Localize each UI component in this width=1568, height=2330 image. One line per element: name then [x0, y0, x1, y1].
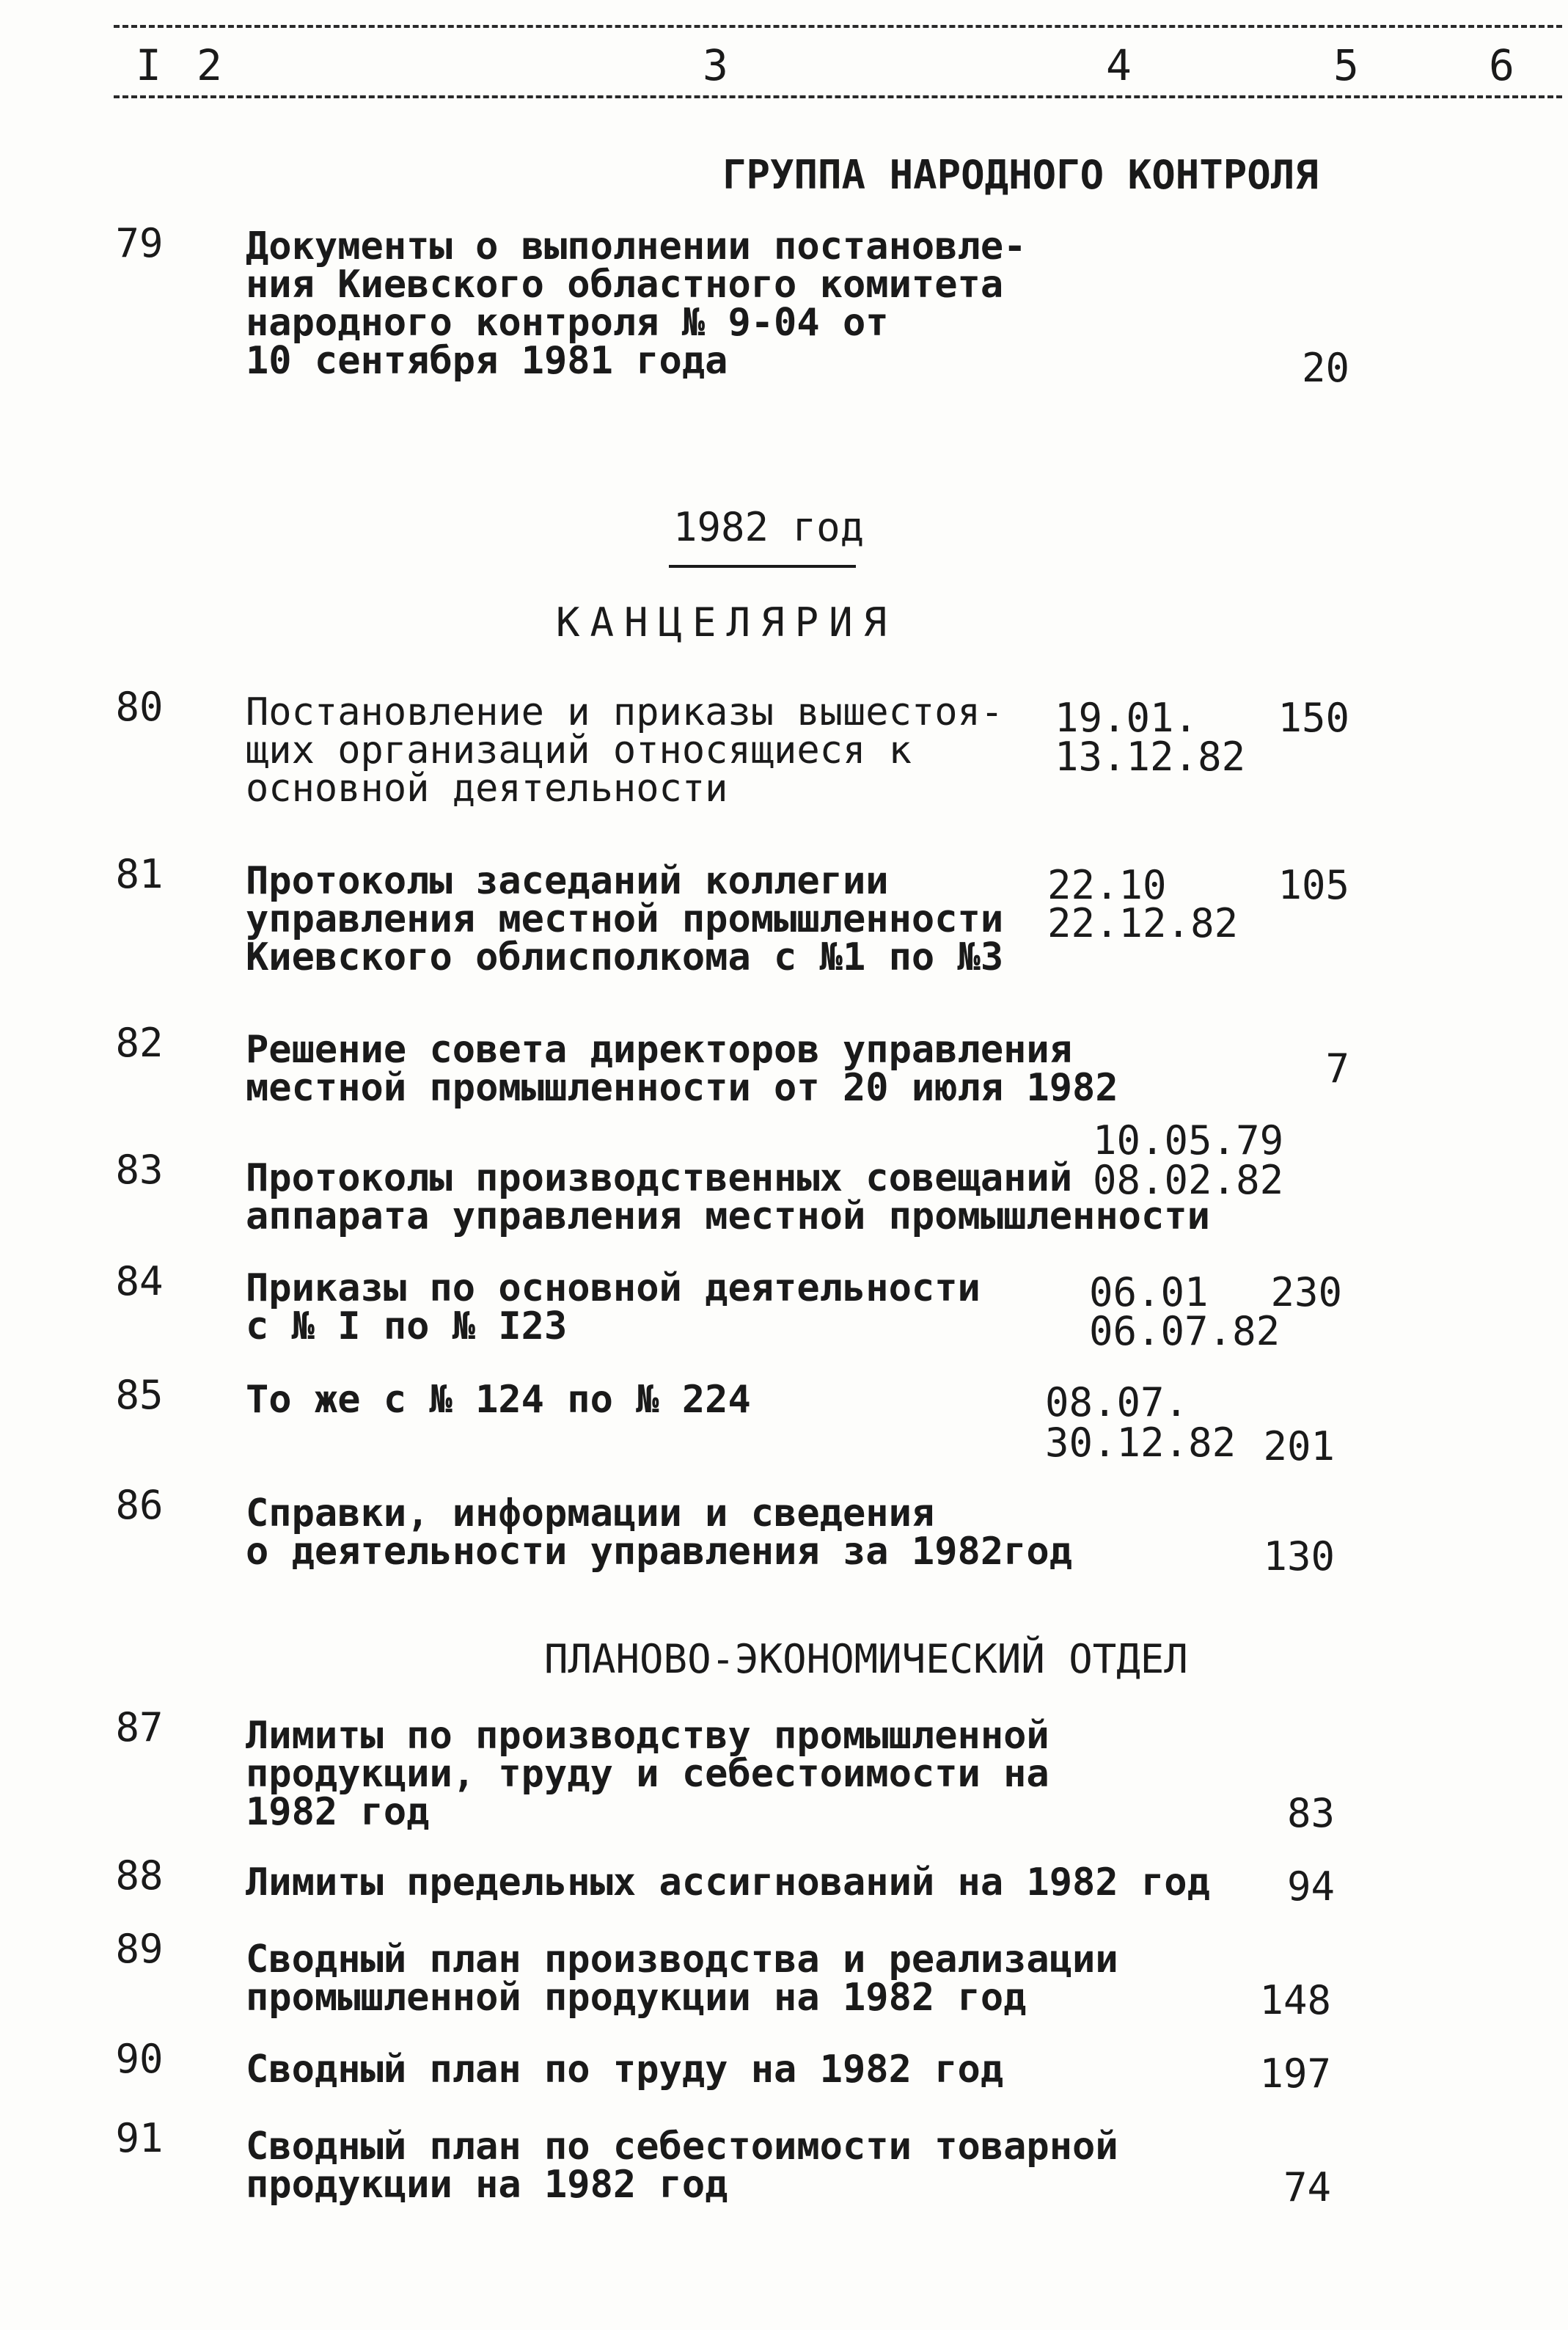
- entry-date-to: 22.12.82: [1047, 900, 1239, 946]
- column-number-5: 5: [1333, 40, 1359, 90]
- entry-number: 88: [115, 1852, 164, 1899]
- column-number-4: 4: [1106, 40, 1132, 90]
- entry-title: Сводный план по себестоимости товарной продукции на 1982 год: [246, 2125, 1118, 2207]
- entry-number: 87: [115, 1704, 164, 1750]
- column-number-1: I: [136, 40, 161, 90]
- column-number-3: 3: [703, 40, 728, 90]
- entry-date-from: 06.01: [1089, 1269, 1209, 1315]
- entry-title: Решение совета директоров управления местной промышленности от 20 июля 1982: [246, 1028, 1118, 1110]
- column-number-2: 2: [197, 40, 222, 90]
- entry-pages: 94: [1286, 1863, 1335, 1910]
- entry-pages: 150: [1278, 695, 1349, 741]
- entry-number: 79: [115, 220, 164, 266]
- entry-pages: 83: [1286, 1790, 1335, 1836]
- entry-title: Протоколы производственных совещаний аппарата управления местной промышленности: [246, 1156, 1210, 1238]
- entry-title: Документы о выполнении постановле- ния Киевского областного комитета народного контроля № 9-04 от 10 сентября 1981 года: [246, 224, 1027, 383]
- entry-number: 85: [115, 1372, 164, 1418]
- entry-number: 86: [115, 1482, 164, 1528]
- entry-pages: 230: [1270, 1269, 1342, 1315]
- entry-number: 90: [115, 2036, 164, 2082]
- entry-title: Сводный план по труду на 1982 год: [246, 2048, 1004, 2092]
- entry-date-to: 06.07.82: [1089, 1308, 1281, 1354]
- entry-number: 84: [115, 1258, 164, 1304]
- entry-title: Справки, информации и сведения о деятельности управления за 1982год: [246, 1491, 1073, 1574]
- year-underline: [669, 565, 856, 568]
- entry-title: Сводный план производства и реализации промышленной продукции на 1982 год: [246, 1938, 1118, 2020]
- entry-pages: 130: [1263, 1533, 1335, 1579]
- header-bottom-rule: [114, 95, 1562, 98]
- entry-date-to: 08.02.82: [1093, 1157, 1284, 1203]
- entry-number: 83: [115, 1147, 164, 1193]
- entry-title: Приказы по основной деятельности с № I по № I23: [246, 1266, 981, 1348]
- section-heading-planning: ПЛАНОВО-ЭКОНОМИЧЕСКИЙ ОТДЕЛ: [544, 1636, 1188, 1682]
- entry-date-from: 22.10: [1047, 862, 1167, 908]
- entry-title: То же с № 124 по № 224: [246, 1378, 751, 1422]
- section-heading-office: КАНЦЕЛЯРИЯ: [556, 599, 898, 646]
- section-heading-group: ГРУППА НАРОДНОГО КОНТРОЛЯ: [722, 152, 1319, 198]
- entry-pages: 201: [1263, 1423, 1335, 1469]
- entry-date-from: 19.01.: [1055, 695, 1198, 741]
- entry-date-from: 10.05.79: [1093, 1117, 1284, 1164]
- entry-pages: 74: [1283, 2164, 1331, 2210]
- entry-title: Постановление и приказы вышестоя- щих организаций относящиеся к основной деятельности: [246, 690, 1004, 811]
- entry-number: 80: [115, 684, 164, 730]
- entry-date-to: 30.12.82: [1045, 1420, 1237, 1466]
- column-number-6: 6: [1489, 40, 1514, 90]
- entry-pages: 20: [1301, 345, 1349, 391]
- header-top-rule: [114, 25, 1562, 28]
- section-heading-year: 1982 год: [673, 504, 865, 550]
- entry-title: Лимиты предельных ассигнований на 1982 год: [246, 1860, 1210, 1904]
- entry-title: Лимиты по производству промышленной продукции, труду и себестоимости на 1982 год: [246, 1714, 1049, 1834]
- entry-title: Протоколы заседаний коллегии управления местной промышленности Киевского облисполкома с №1 по №3: [246, 859, 1004, 979]
- entry-pages: 148: [1259, 1977, 1331, 2023]
- entry-number: 81: [115, 851, 164, 897]
- entry-pages: 7: [1325, 1045, 1349, 1092]
- entry-number: 91: [115, 2115, 164, 2161]
- entry-pages: 197: [1259, 2050, 1331, 2097]
- entry-pages: 105: [1278, 862, 1349, 908]
- entry-date-to: 13.12.82: [1055, 734, 1246, 780]
- entry-date-from: 08.07.: [1045, 1379, 1189, 1425]
- entry-number: 89: [115, 1926, 164, 1972]
- entry-number: 82: [115, 1020, 164, 1066]
